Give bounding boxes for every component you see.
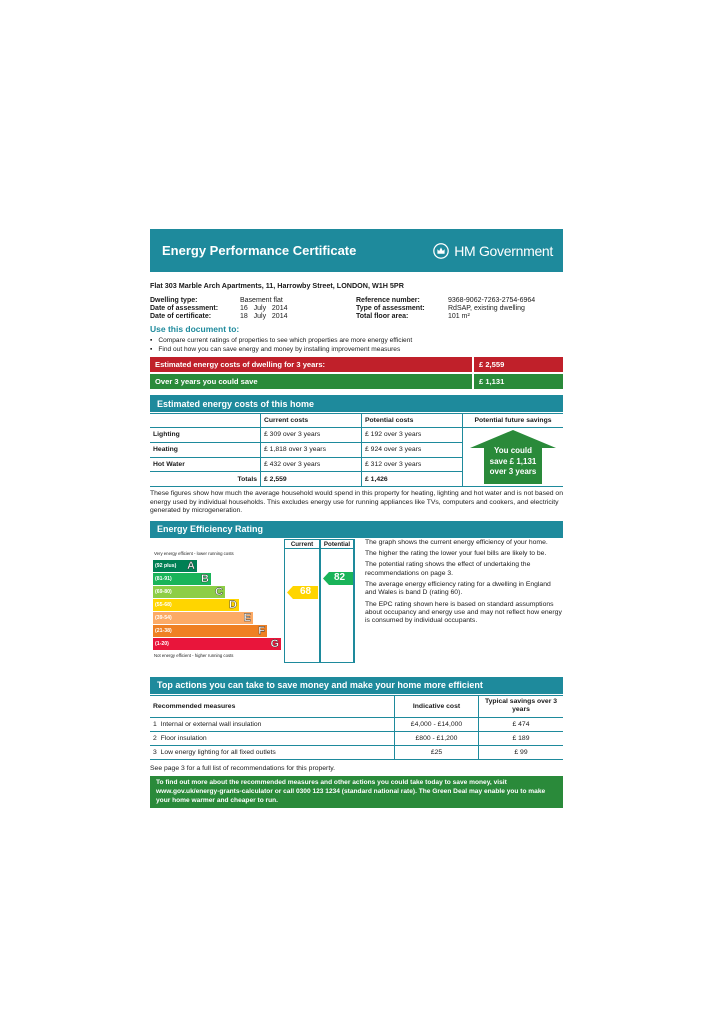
measure-name: Low energy lighting for all fixed outlets xyxy=(160,748,276,756)
band-letter: D xyxy=(229,598,237,611)
band-range: (69-80) xyxy=(155,588,172,595)
type-assessment-label: Type of assessment: xyxy=(356,305,425,312)
table-header-row xyxy=(150,695,563,717)
current-cost: £ 432 over 3 years xyxy=(261,457,362,472)
reference-label: Reference number: xyxy=(356,297,420,304)
band-range: (21-38) xyxy=(155,627,172,634)
rating-band-a xyxy=(153,560,197,572)
chart-top-label: Very energy efficient - lower running costs xyxy=(154,550,234,556)
measure-name: Floor insulation xyxy=(160,734,207,742)
totals-potential: £ 1,426 xyxy=(362,472,463,487)
savings-bar xyxy=(150,374,563,389)
table-row xyxy=(150,717,563,731)
type-assessment-value: RdSAP, existing dwelling xyxy=(448,305,525,312)
list-item-text: ▪ Find out how you can save energy and money by installing improvement measures xyxy=(158,346,401,353)
potential-cost: £ 192 over 3 years xyxy=(362,428,463,443)
savings-arrow xyxy=(468,428,558,486)
dwelling-type-value: Basement flat xyxy=(240,297,283,304)
green-deal-footer: To find out more about the recommended measures and other actions you could take today to save money, visit www.gov.uk/energy-grants-calculator or call 0300 123 1234 (standard national rate). The Green Deal may enable you to make your home warmer and cheaper to run. xyxy=(150,776,563,808)
epc-document xyxy=(150,229,563,808)
rating-band-f xyxy=(153,625,267,637)
future-savings-cell xyxy=(463,428,564,487)
measure-cell xyxy=(150,731,395,745)
savings-line: over 3 years xyxy=(489,467,537,476)
date-assessment-label: Date of assessment: xyxy=(150,305,219,312)
rating-panel xyxy=(150,539,563,663)
potential-rating-value: 82 xyxy=(334,572,346,584)
band-letter: F xyxy=(258,624,265,637)
actions-section-title: Top actions you can take to save money and make your home more efficient xyxy=(150,677,563,694)
potential-cost: £ 924 over 3 years xyxy=(362,442,463,457)
current-cost: £ 309 over 3 years xyxy=(261,428,362,443)
rating-band-c xyxy=(153,586,225,598)
property-address: Flat 303 Marble Arch Apartments, 11, Harrowby Street, LONDON, W1H 5PR xyxy=(150,281,404,290)
totals-current: £ 2,559 xyxy=(261,472,362,487)
use-document-title: Use this document to: xyxy=(150,324,240,334)
page-title: Energy Performance Certificate xyxy=(162,243,357,258)
band-letter: C xyxy=(215,585,223,598)
indicative-cost: £4,000 - £14,000 xyxy=(395,717,479,731)
rating-description xyxy=(355,539,563,663)
band-range: (81-91) xyxy=(155,575,172,582)
list-item xyxy=(150,336,563,345)
list-item-text: ▪ Compare current ratings of properties to see which properties are more energy efficient xyxy=(158,337,413,344)
costs-section-title: Estimated energy costs of this home xyxy=(150,395,563,412)
table-row xyxy=(150,428,563,443)
efficiency-chart xyxy=(150,539,355,663)
column-header: Potential costs xyxy=(362,414,463,428)
rating-section-title: Energy Efficiency Rating xyxy=(150,521,563,538)
rating-band-b xyxy=(153,573,211,585)
use-document-list xyxy=(150,336,563,354)
reference-value: 9368-9062-7263-2754-6964 xyxy=(448,297,536,304)
table-row xyxy=(150,731,563,745)
totals-label: Totals xyxy=(150,472,261,487)
chart-bottom-label: Not energy efficient - higher running costs xyxy=(154,652,234,658)
estimated-costs-label: Estimated energy costs of dwelling for 3 years: xyxy=(155,360,326,369)
savings-label: Over 3 years you could save xyxy=(155,377,258,386)
row-label: Lighting xyxy=(150,428,261,443)
current-cost: £ 1,818 over 3 years xyxy=(261,442,362,457)
band-letter: E xyxy=(243,611,251,624)
savings-arrow-text xyxy=(468,446,558,478)
description-paragraph: The average energy efficiency rating for a dwelling in England and Wales is band D (rating 60). xyxy=(365,580,551,597)
column-header: Indicative cost xyxy=(395,695,479,717)
typical-saving: £ 474 xyxy=(479,717,564,731)
gov-label: HM Government xyxy=(454,242,553,259)
floor-area-label: Total floor area: xyxy=(356,313,409,320)
column-header: Recommended measures xyxy=(150,695,395,717)
current-column xyxy=(284,549,320,663)
savings-line: save £ 1,131 xyxy=(489,456,537,466)
band-range: (92 plus) xyxy=(155,562,177,569)
band-letter: G xyxy=(270,637,279,650)
date-certificate-label: Date of certificate: xyxy=(150,313,212,320)
rating-band-e xyxy=(153,612,253,624)
savings-value: £ 1,131 xyxy=(472,374,563,389)
details-grid xyxy=(150,297,563,320)
description-paragraph: The graph shows the current energy efficiency of your home. xyxy=(365,538,548,546)
column-header xyxy=(150,414,261,428)
measure-cell xyxy=(150,745,395,759)
band-range: (1-20) xyxy=(155,640,169,647)
indicative-cost: £25 xyxy=(395,745,479,759)
dwelling-type-label: Dwelling type: xyxy=(150,297,198,304)
description-paragraph: The higher the rating the lower your fuel bills are likely to be. xyxy=(365,550,547,558)
costs-note: These figures show how much the average household would spend in this property for heating, lighting and hot water and is not based on energy used by individual households. This excludes energy use for running appliances like TVs, computers and cookers, and electricity generated by microgeneration. xyxy=(150,490,563,515)
column-header: Typical savings over 3 years xyxy=(479,695,564,717)
description-paragraph: The potential rating shows the effect of undertaking the recommendations on page 3. xyxy=(365,561,531,577)
table-row xyxy=(150,745,563,759)
estimated-costs-bar xyxy=(150,357,563,372)
current-column-header: Current xyxy=(284,539,320,549)
estimated-costs-value: £ 2,559 xyxy=(472,357,563,372)
costs-table xyxy=(150,413,563,487)
current-rating-value: 68 xyxy=(300,586,312,598)
description-paragraph: The EPC rating shown here is based on standard assumptions about occupancy and energy use and may not reflect how energy is consumed by individual occupants. xyxy=(365,600,562,625)
hm-government-logo xyxy=(432,242,553,260)
see-page-note: See page 3 for a full list of recommendations for this property. xyxy=(150,764,335,772)
header-banner xyxy=(150,229,563,272)
savings-line: You could xyxy=(493,446,533,455)
date-certificate-value: 18 July 2014 xyxy=(240,313,288,320)
column-header: Potential future savings xyxy=(463,414,564,428)
band-letter: B xyxy=(201,572,209,585)
potential-column xyxy=(320,549,354,663)
table-header-row xyxy=(150,414,563,428)
potential-column-header: Potential xyxy=(320,539,354,549)
measure-number: 1 xyxy=(153,720,157,728)
typical-saving: £ 99 xyxy=(479,745,564,759)
date-assessment-value: 16 July 2014 xyxy=(240,305,288,312)
list-item xyxy=(150,345,563,354)
row-label: Heating xyxy=(150,442,261,457)
band-range: (39-54) xyxy=(155,614,172,621)
row-label: Hot Water xyxy=(150,457,261,472)
band-range: (55-68) xyxy=(155,601,172,608)
band-letter: A xyxy=(187,559,195,572)
indicative-cost: £800 - £1,200 xyxy=(395,731,479,745)
measure-cell xyxy=(150,717,395,731)
typical-saving: £ 189 xyxy=(479,731,564,745)
actions-table xyxy=(150,695,563,760)
measure-number: 2 xyxy=(153,734,157,742)
column-header: Current costs xyxy=(261,414,362,428)
crest-icon xyxy=(432,242,450,260)
rating-band-d xyxy=(153,599,239,611)
rating-band-g xyxy=(153,638,281,650)
measure-name: Internal or external wall insulation xyxy=(160,720,262,728)
potential-cost: £ 312 over 3 years xyxy=(362,457,463,472)
floor-area-value: 101 m² xyxy=(448,313,470,320)
measure-number: 3 xyxy=(153,748,157,756)
